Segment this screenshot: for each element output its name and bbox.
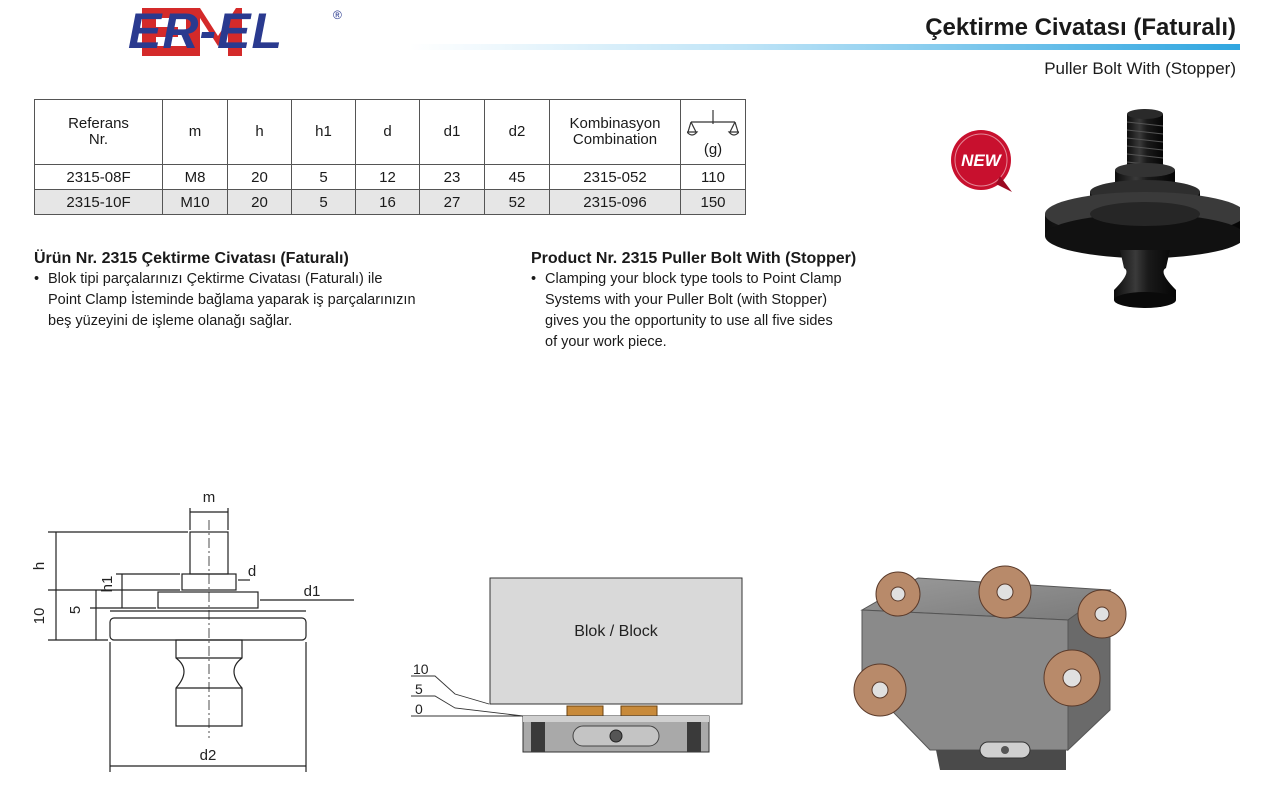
table-row xyxy=(35,190,746,215)
registered-mark: ® xyxy=(333,8,342,22)
block-clamp-diagram xyxy=(405,570,750,760)
col-header-h1: h1 xyxy=(292,100,356,165)
technical-drawing xyxy=(20,480,360,780)
weight-unit: (g) xyxy=(703,141,723,158)
col-header-m: m xyxy=(163,100,228,165)
scale-label-10: 10 xyxy=(413,661,429,677)
col-header-ref: Referans Nr. xyxy=(35,100,163,165)
cell-d1: 23 xyxy=(420,165,485,190)
description-en-line: Systems with your Puller Bolt (with Stopper) xyxy=(545,292,828,308)
page-title-en: Puller Bolt With (Stopper) xyxy=(1044,59,1236,78)
header-divider xyxy=(410,44,1240,50)
description-en-title: Product Nr. 2315 Puller Bolt With (Stopper) xyxy=(531,250,857,267)
col-header-combination: Kombinasyon Combination xyxy=(550,100,681,165)
machining-illustration xyxy=(840,560,1140,780)
bullet: • xyxy=(531,271,537,287)
description-tr xyxy=(34,250,416,332)
cell-comb: 2315-052 xyxy=(550,165,681,190)
cell-d2: 52 xyxy=(485,190,550,215)
block-label: Blok / Block xyxy=(574,623,658,640)
balance-scale-icon xyxy=(687,108,739,142)
cell-d: 16 xyxy=(356,190,420,215)
dim-label-d1: d1 xyxy=(303,583,321,600)
description-tr-line: Blok tipi parçalarınızı Çektirme Civatası (Faturalı) ile xyxy=(48,271,383,287)
dim-label-d: d xyxy=(247,563,257,580)
dim-label-10: 10 xyxy=(31,607,48,625)
cell-d: 12 xyxy=(356,165,420,190)
dim-label-h1: h1 xyxy=(99,575,116,593)
cell-h: 20 xyxy=(228,190,292,215)
page-title-tr: Çektirme Civatası (Faturalı) xyxy=(925,14,1236,41)
new-badge-label: NEW xyxy=(961,151,1001,170)
bullet: • xyxy=(34,271,40,287)
col-header-d: d xyxy=(356,100,420,165)
cell-weight: 110 xyxy=(681,165,746,190)
puller-bolt-icon xyxy=(1045,109,1240,308)
cell-h1: 5 xyxy=(292,190,356,215)
cell-ref: 2315-10F xyxy=(35,190,163,215)
new-badge xyxy=(951,130,1012,192)
dim-label-m: m xyxy=(202,489,216,506)
spec-table xyxy=(34,99,746,215)
col-header-d1: d1 xyxy=(420,100,485,165)
cell-weight: 150 xyxy=(681,190,746,215)
cell-h: 20 xyxy=(228,165,292,190)
cell-d1: 27 xyxy=(420,190,485,215)
product-photo xyxy=(940,100,1240,390)
table-row xyxy=(35,165,746,190)
cell-ref: 2315-08F xyxy=(35,165,163,190)
scale-label-5: 5 xyxy=(415,681,423,697)
table-header-row xyxy=(35,100,746,165)
description-en-line: Clamping your block type tools to Point Clamp xyxy=(545,271,842,287)
cell-m: M10 xyxy=(163,190,228,215)
description-en-line: of your work piece. xyxy=(545,334,667,350)
description-en-line: gives you the opportunity to use all five sides xyxy=(545,313,833,329)
cell-d2: 45 xyxy=(485,165,550,190)
col-header-weight xyxy=(681,100,746,165)
scale-label-0: 0 xyxy=(415,701,423,717)
cell-comb: 2315-096 xyxy=(550,190,681,215)
description-tr-line: Point Clamp İsteminde bağlama yaparak iş parçalarınızın xyxy=(48,292,416,308)
dim-label-d2: d2 xyxy=(199,747,217,764)
cell-m: M8 xyxy=(163,165,228,190)
col-header-h: h xyxy=(228,100,292,165)
col-header-d2: d2 xyxy=(485,100,550,165)
description-tr-line: beş yüzeyini de işleme olanağı sağlar. xyxy=(48,313,293,329)
dim-label-h: h xyxy=(31,561,48,571)
description-en xyxy=(531,250,856,353)
brand-name: ER-EL xyxy=(128,3,283,59)
dim-label-5: 5 xyxy=(67,605,84,615)
description-tr-title: Ürün Nr. 2315 Çektirme Civatası (Faturalı) xyxy=(34,250,349,267)
cell-h1: 5 xyxy=(292,165,356,190)
